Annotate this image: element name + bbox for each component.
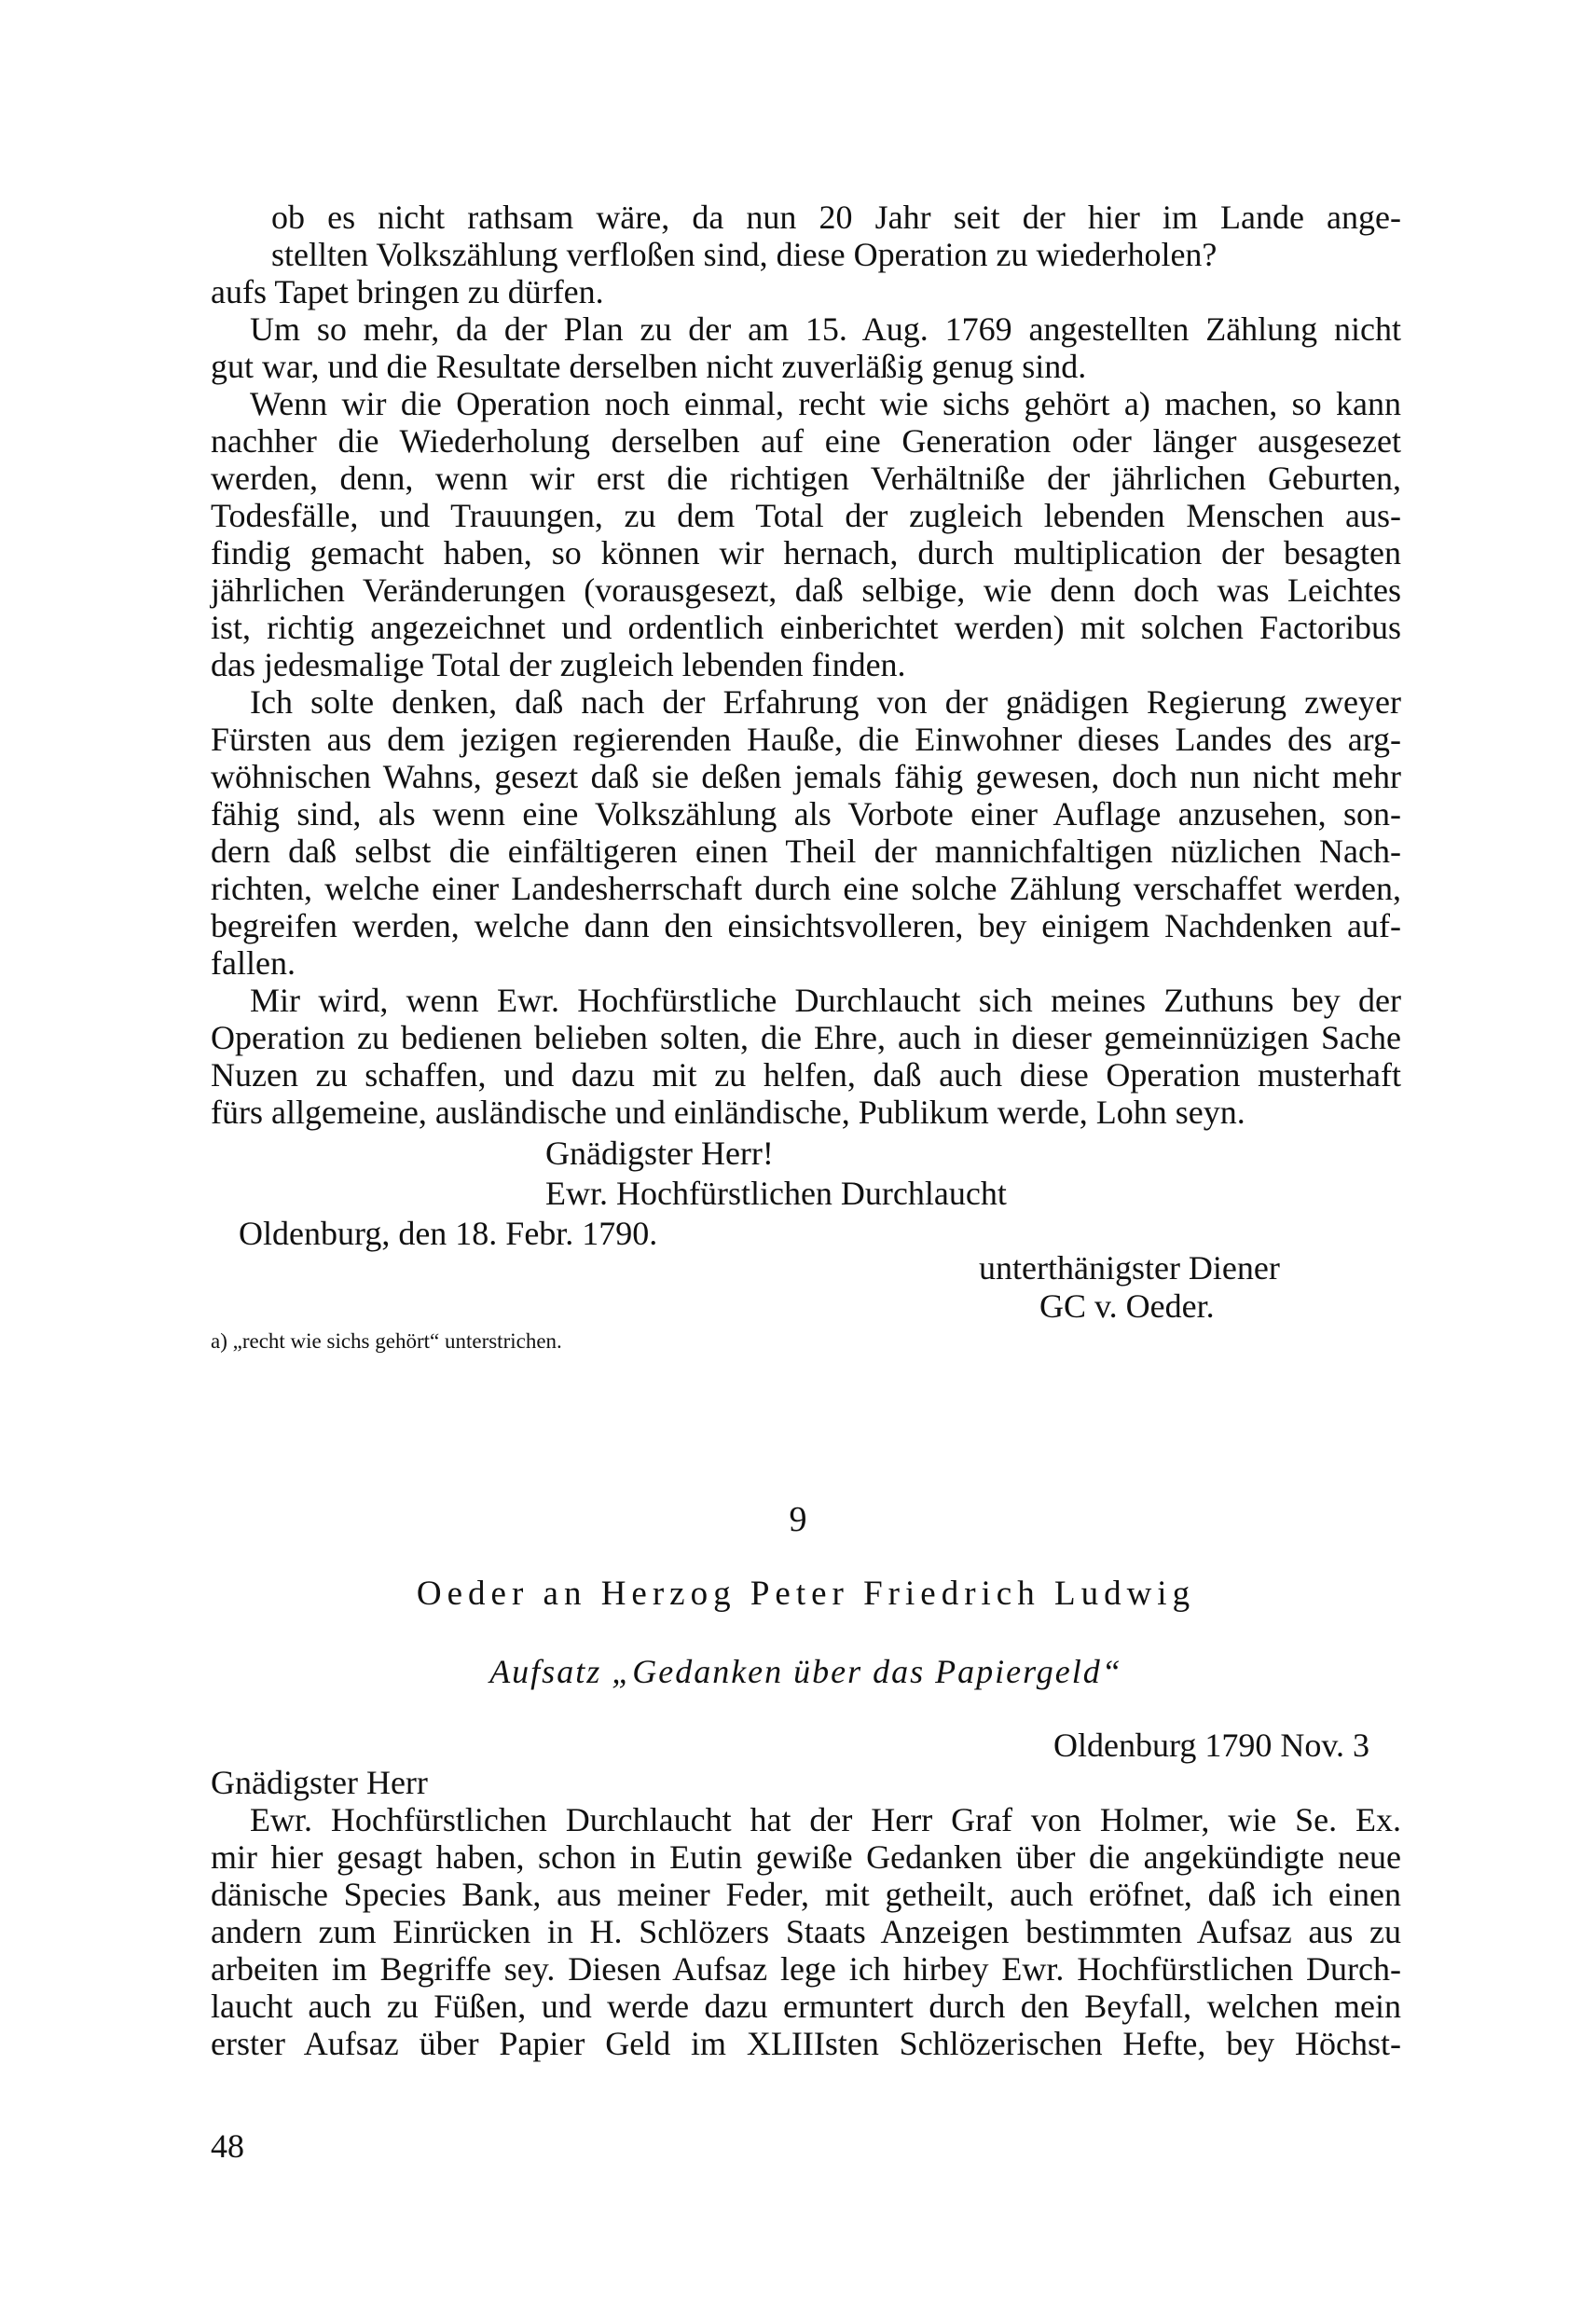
body-line: andern zum Einrücken in H. Schlözers Staats Anzeigen bestimmten Aufsaz aus zu [211, 1913, 1401, 1950]
body-line: fallen. [211, 944, 296, 982]
place-date: Oldenburg, den 18. Febr. 1790. [239, 1215, 658, 1252]
closing-salutation: Gnädigster Herr! [545, 1135, 774, 1172]
signature-name: GC v. Oeder. [1039, 1287, 1215, 1325]
body-line: Nuzen zu schaffen, und dazu mit zu helfen, daß auch diese Operation musterhaft [211, 1056, 1401, 1094]
body-line: ist, richtig angezeichnet und ordentlich einberichtet werden) mit solchen Factoribus [211, 609, 1401, 646]
body-line: Todesfälle, und Trauungen, zu dem Total der zugleich lebenden Menschen aus- [211, 497, 1401, 534]
salutation: Gnädigster Herr [211, 1764, 428, 1801]
body-line: Ich solte denken, daß nach der Erfahrung von der gnädigen Regierung zweyer [250, 683, 1401, 721]
body-line: stellten Volkszählung verfloßen sind, diese Operation zu wiederholen? [271, 236, 1218, 273]
body-line: Mir wird, wenn Ewr. Hochfürstliche Durchlaucht sich meines Zuthuns bey der [250, 982, 1401, 1019]
body-line: Wenn wir die Operation noch einmal, recht wie sichs gehört a) machen, so kann [250, 385, 1401, 422]
body-line: erster Aufsaz über Papier Geld im XLIIIsten Schlözerischen Hefte, bey Höchst- [211, 2025, 1401, 2062]
page-number: 48 [211, 2127, 244, 2165]
body-line: werden, denn, wenn wir erst die richtigen Verhältniße der jährlichen Geburten, [211, 460, 1401, 497]
body-line: dern daß selbst die einfältigeren einen Theil der mannichfaltigen nüzlichen Nach- [211, 833, 1401, 870]
body-line: Fürsten aus dem jezigen regierenden Hauße, die Einwohner dieses Landes des arg- [211, 721, 1401, 758]
body-line: fürs allgemeine, ausländische und einländische, Publikum werde, Lohn seyn. [211, 1094, 1245, 1131]
body-line: richten, welche einer Landesherrschaft durch eine solche Zählung verschaffet werden, [211, 870, 1401, 907]
body-line: ob es nicht rathsam wäre, da nun 20 Jahr seit der hier im Lande ange- [271, 199, 1401, 236]
footnote: a) „recht wie sichs gehört“ unterstrichen. [211, 1329, 562, 1353]
body-line: Ewr. Hochfürstlichen Durchlaucht hat der Herr Graf von Holmer, wie Se. Ex. [250, 1801, 1401, 1838]
document-subtitle: Aufsatz „Gedanken über das Papiergeld“ [489, 1653, 1122, 1690]
document-number: 9 [789, 1500, 807, 1539]
body-line: wöhnischen Wahns, gesezt daß sie deßen jemals fähig gewesen, doch nun nicht mehr [211, 758, 1401, 795]
body-line: begreifen werden, welche dann den einsichtsvolleren, bey einigem Nachdenken auf- [211, 907, 1401, 944]
document-title: Oeder an Herzog Peter Friedrich Ludwig [416, 1575, 1196, 1613]
body-line: dänische Species Bank, aus meiner Feder, mit getheilt, auch eröfnet, daß ich einen [211, 1876, 1401, 1913]
body-line: findig gemacht haben, so können wir hernach, durch multiplication der besagten [211, 534, 1401, 571]
body-line: Operation zu bedienen belieben solten, die Ehre, auch in dieser gemeinnüzigen Sache [211, 1019, 1401, 1056]
body-line: nachher die Wiederholung derselben auf eine Generation oder länger ausgesezet [211, 422, 1401, 460]
signature-line: unterthänigster Diener [979, 1249, 1280, 1287]
body-line: aufs Tapet bringen zu dürfen. [211, 273, 604, 310]
document-place-date: Oldenburg 1790 Nov. 3 [1053, 1727, 1369, 1764]
body-line: fähig sind, als wenn eine Volkszählung als Vorbote einer Auflage anzusehen, son- [211, 795, 1401, 833]
body-line: Um so mehr, da der Plan zu der am 15. Aug. 1769 angestellten Zählung nicht [250, 310, 1401, 348]
body-line: arbeiten im Begriffe sey. Diesen Aufsaz lege ich hirbey Ewr. Hochfürstlichen Durch- [211, 1950, 1401, 1988]
body-line: gut war, und die Resultate derselben nicht zuverläßig genug sind. [211, 348, 1087, 385]
body-line: jährlichen Veränderungen (vorausgesezt, daß selbige, wie denn doch was Leichtes [211, 571, 1401, 609]
body-line: mir hier gesagt haben, schon in Eutin gewiße Gedanken über die angekündigte neue [211, 1838, 1401, 1876]
closing-address: Ewr. Hochfürstlichen Durchlaucht [545, 1175, 1007, 1212]
body-line: das jedesmalige Total der zugleich lebenden finden. [211, 646, 906, 683]
body-line: laucht auch zu Füßen, und werde dazu ermuntert durch den Beyfall, welchen mein [211, 1988, 1401, 2025]
